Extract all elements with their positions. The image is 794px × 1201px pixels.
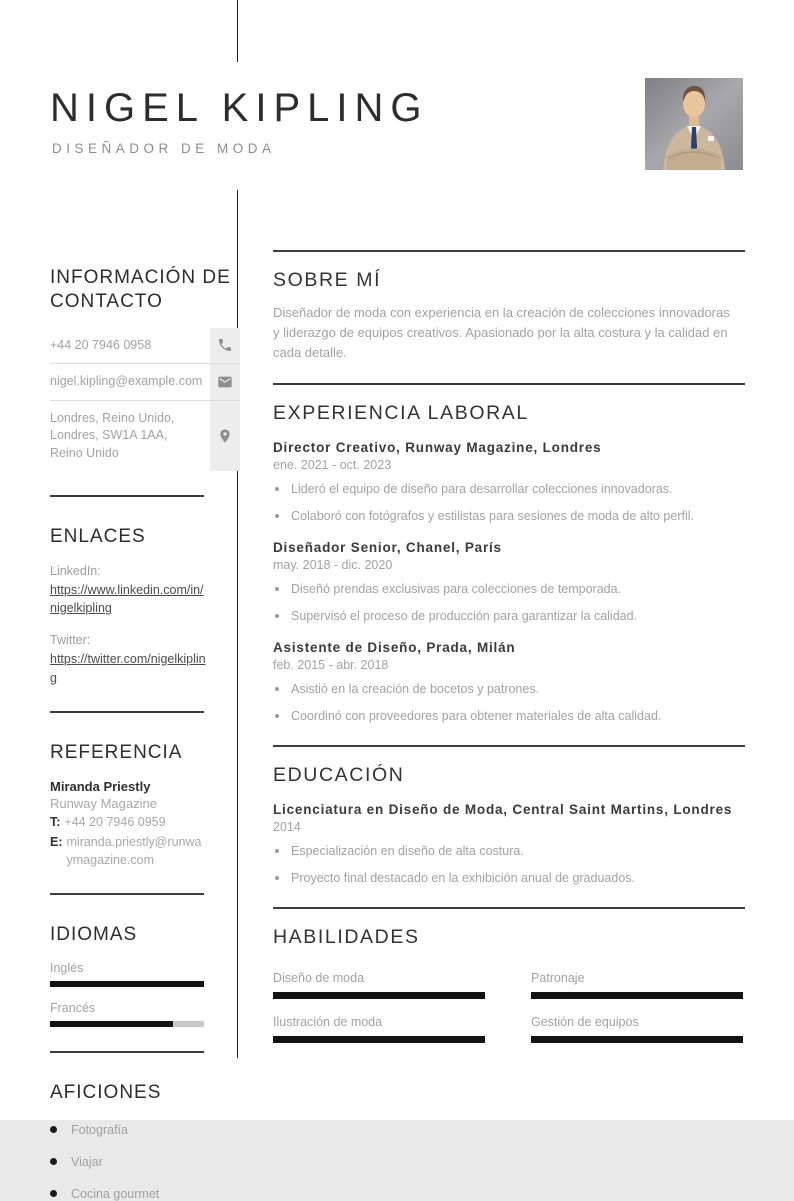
language-item (50, 961, 240, 987)
job-entry (273, 640, 745, 725)
bullet-dot-icon (275, 487, 279, 491)
language-name: Francés (50, 1001, 96, 1016)
twitter-link[interactable]: https://twitter.com/nigelkipling (50, 651, 206, 685)
skill-name: Ilustración de moda (273, 1015, 383, 1030)
education-bullet-text: Proyecto final destacado en la exhibición anual de graduados. (291, 870, 635, 885)
contact-phone-row (50, 328, 240, 365)
job-dates: may. 2018 - dic. 2020 (273, 558, 393, 573)
section-divider (273, 250, 745, 252)
skill-name: Diseño de moda (273, 971, 365, 986)
skill-bar-fill (531, 992, 743, 999)
bullet-dot-icon (275, 849, 279, 853)
reference-phone-value: +44 20 7946 0959 (64, 815, 166, 829)
reference-email-row (50, 833, 240, 869)
hobby-label: Viajar (71, 1154, 103, 1169)
skill-name: Patronaje (531, 971, 585, 986)
skills-section-heading: HABILIDADES (273, 926, 420, 949)
skill-item (531, 1015, 743, 1043)
bullet-dot-icon (275, 876, 279, 880)
job-bullet-text: Asistió en la creación de bocetos y patrones. (291, 682, 540, 697)
contact-address-value: Londres, Reino Unido, Londres, SW1A 1AA, Reino Unido (50, 410, 175, 460)
reference-email-value: miranda.priestly@runwaymagazine.com (66, 835, 202, 868)
reference-phone-label: T: (50, 815, 61, 829)
job-bullet (273, 581, 745, 599)
job-dates: ene. 2021 - oct. 2023 (273, 458, 392, 473)
degree-year: 2014 (273, 820, 301, 835)
page-title: NIGEL KIPLING (50, 86, 429, 130)
languages-section (50, 923, 240, 1027)
reference-company: Runway Magazine (50, 796, 157, 811)
hobby-item (50, 1123, 240, 1137)
section-divider (50, 893, 204, 895)
contact-phone-value: +44 20 7946 0958 (50, 337, 152, 352)
section-divider (50, 711, 204, 713)
contact-email-row (50, 364, 240, 401)
degree-title: Licenciatura en Diseño de Moda, Central Saint Martins, Londres (273, 802, 733, 818)
location-icon (217, 428, 233, 444)
skill-bar-track (273, 992, 485, 999)
job-title-subtitle: DISEÑADOR DE MODA (52, 141, 276, 156)
language-bar-fill (50, 1021, 173, 1027)
skill-bar-track (273, 1036, 485, 1043)
skill-item (273, 1015, 485, 1043)
section-divider (273, 383, 745, 385)
skill-bar-track (531, 992, 743, 999)
languages-section-heading: IDIOMAS (50, 924, 138, 946)
about-text: Diseñador de moda con experiencia en la creación de colecciones innovadoras y liderazgo de equipos creativos. Apasionado por la alta costura y la calidad en cada detalle. (273, 305, 730, 361)
contact-block (50, 328, 240, 472)
education-bullet-text: Especialización en diseño de alta costura. (291, 844, 524, 859)
hobbies-section-heading: AFICIONES (50, 1082, 162, 1104)
language-bar-track (50, 1021, 204, 1027)
experience-section-heading: EXPERIENCIA LABORAL (273, 402, 529, 425)
linkedin-link[interactable]: https://www.linkedin.com/in/nigelkipling (50, 582, 204, 616)
reference-phone-row (50, 813, 240, 831)
header-divider-line (237, 0, 238, 62)
bullet-dot-icon (275, 687, 279, 691)
hobby-item (50, 1155, 240, 1169)
education-bullet (273, 843, 745, 861)
skill-item (531, 971, 743, 999)
job-entry (273, 540, 745, 625)
skill-bar-fill (273, 992, 485, 999)
education-entry (273, 802, 745, 887)
job-bullet-text: Colaboró con fotógrafos y estilistas para sesiones de moda de alto perfil. (291, 508, 695, 523)
language-item (50, 1001, 240, 1027)
bullet-dot-icon (275, 714, 279, 718)
language-bar-fill (50, 981, 204, 987)
reference-section (50, 741, 240, 869)
mail-icon (217, 374, 233, 390)
job-bullet (273, 681, 745, 699)
hobbies-section (50, 1081, 240, 1201)
job-bullet (273, 708, 745, 726)
bullet-dot-icon (275, 614, 279, 618)
section-divider (50, 495, 204, 497)
skill-name: Gestión de equipos (531, 1015, 639, 1030)
bullet-dot-icon (50, 1190, 57, 1197)
bullet-dot-icon (275, 514, 279, 518)
skills-grid (273, 971, 745, 1043)
skill-bar-fill (273, 1036, 485, 1043)
link-item-linkedin (50, 562, 240, 618)
reference-email-label: E: (50, 835, 63, 850)
about-section-heading: SOBRE MÍ (273, 269, 382, 291)
skill-bar-fill (531, 1036, 743, 1043)
job-title: Director Creativo, Runway Magazine, Londres (273, 440, 602, 456)
phone-icon (217, 337, 233, 353)
job-entry (273, 440, 745, 525)
language-bar-track (50, 981, 204, 987)
profile-photo (645, 78, 743, 170)
job-dates: feb. 2015 - abr. 2018 (273, 658, 389, 673)
hobby-label: Fotografía (71, 1122, 128, 1137)
sidebar (50, 266, 240, 1201)
bullet-dot-icon (50, 1158, 57, 1165)
twitter-label: Twitter: (50, 633, 91, 647)
job-title: Asistente de Diseño, Prada, Milán (273, 640, 516, 656)
job-bullet (273, 508, 745, 526)
skill-item (273, 971, 485, 999)
hobby-label: Cocina gourmet (71, 1186, 160, 1201)
contact-section-heading: INFORMACIÓN DE CONTACTO (50, 267, 231, 312)
section-divider (273, 745, 745, 747)
links-section (50, 525, 240, 687)
main-column (273, 250, 745, 1043)
contact-email-value: nigel.kipling@example.com (50, 374, 203, 388)
skill-bar-track (531, 1036, 743, 1043)
linkedin-label: LinkedIn: (50, 563, 101, 578)
link-item-twitter (50, 631, 240, 687)
contact-address-row (50, 401, 240, 472)
language-name: Inglés (50, 961, 84, 976)
education-bullet (273, 870, 745, 888)
bullet-dot-icon (275, 587, 279, 591)
hobby-item (50, 1187, 240, 1201)
reference-section-heading: REFERENCIA (50, 742, 183, 764)
job-bullet (273, 608, 745, 626)
reference-name: Miranda Priestly (50, 779, 151, 794)
bullet-dot-icon (50, 1126, 57, 1133)
job-bullet-text: Coordinó con proveedores para obtener materiales de alta calidad. (291, 708, 662, 723)
job-bullet (273, 481, 745, 499)
job-bullet-text: Lideró el equipo de diseño para desarrollar colecciones innovadoras. (291, 482, 673, 497)
job-bullet-text: Supervisó el proceso de producción para garantizar la calidad. (291, 608, 638, 623)
section-divider (273, 907, 745, 909)
section-divider (50, 1051, 204, 1053)
education-section-heading: EDUCACIÓN (273, 764, 405, 787)
links-section-heading: ENLACES (50, 526, 146, 547)
job-title: Diseñador Senior, Chanel, París (273, 540, 502, 556)
job-bullet-text: Diseñó prendas exclusivas para colecciones de temporada. (291, 582, 622, 597)
